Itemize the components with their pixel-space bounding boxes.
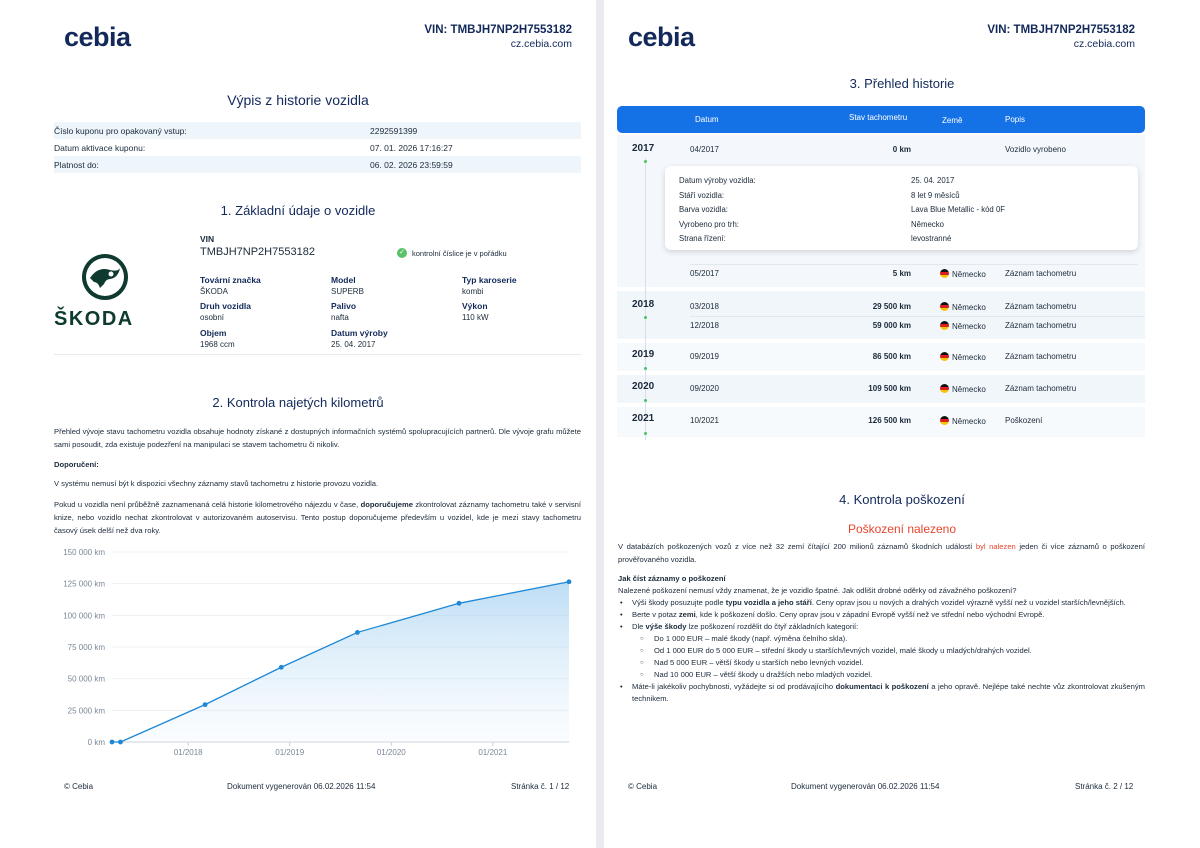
- germany-flag-icon: [940, 416, 949, 425]
- y-tick-label: 100 000 km: [63, 611, 105, 621]
- para-emphasis: dokumentaci k poškození: [835, 682, 929, 691]
- detail-label: Strana řízení:: [679, 234, 726, 243]
- coupon-value: 06. 02. 2026 23:59:59: [370, 159, 453, 170]
- para-emphasis: výše škody: [645, 622, 687, 631]
- para-text: Pokud u vozidla není průběžně zaznamenaná celá historie kilometrového nájezdu v čase,: [54, 500, 361, 509]
- coupon-value: 07. 01. 2026 17:16:27: [370, 142, 453, 153]
- recommendation-text: V systému nemusí být k dispozici všechny záznamy stavů tachometru z historie provozu vozidla.: [54, 479, 379, 488]
- timeline-dot: [644, 367, 647, 370]
- list-item: [618, 609, 1145, 621]
- germany-flag-icon: [940, 269, 949, 278]
- series-area: [112, 582, 569, 742]
- row-year: 2019: [632, 349, 655, 360]
- spec-value: 110 kW: [462, 313, 489, 322]
- row-date: 03/2018: [690, 302, 719, 311]
- divider: [54, 354, 581, 355]
- spec-model: [331, 275, 364, 296]
- row-country: [940, 302, 986, 312]
- spec-value: osobní: [200, 313, 225, 322]
- country-name: Německo: [952, 417, 986, 426]
- row-desc: Záznam tachometru: [1005, 352, 1077, 361]
- detail-label: Vyrobeno pro trh:: [679, 220, 739, 229]
- how-to-read-intro: Nalezené poškození nemusí vždy znamenat, že je vozidlo špatné. Jak odlišit drobné oděrky od závažného poškození?: [618, 586, 1017, 595]
- y-tick-label: 150 000 km: [63, 548, 105, 557]
- para-text: zkontrolovat záznamy tachometru také v servisní knize, nebo vozidlo nechat zkontrolovat v autorizovaném autoservisu. Tento postup doporučujeme především u vozidel, kde je mezi stavy tachometru časový úsek delší než dva roky.: [54, 500, 582, 535]
- data-point: [118, 740, 123, 745]
- spec-value: 1968 ccm: [200, 340, 235, 349]
- germany-flag-icon: [940, 352, 949, 361]
- row-km: 0 km: [892, 145, 911, 154]
- divider: [690, 264, 1138, 265]
- header-vin: VIN: TMBJH7NP2H7553182: [424, 24, 572, 36]
- data-point: [279, 665, 284, 670]
- detail-label: Barva vozidla:: [679, 205, 728, 214]
- history-row: [617, 143, 1145, 157]
- country-name: Německo: [952, 385, 986, 394]
- x-tick-label: 01/2020: [376, 748, 406, 757]
- row-desc: Vozidlo vyrobeno: [1005, 145, 1066, 154]
- spec-value: kombi: [462, 287, 484, 296]
- row-country: [940, 384, 986, 394]
- guidance-list: [618, 681, 1145, 705]
- y-tick-label: 125 000 km: [63, 579, 105, 589]
- para-text: lze poškození rozdělit do čtyř základních kategorií:: [686, 622, 859, 631]
- country-name: Německo: [952, 353, 986, 362]
- coupon-label: Datum aktivace kuponu:: [54, 142, 146, 153]
- list-item: [618, 681, 1145, 705]
- row-date: 10/2021: [690, 416, 719, 425]
- row-date: 12/2018: [690, 321, 719, 330]
- spec-label: Druh vozidla: [200, 301, 252, 311]
- spec-value: nafta: [331, 313, 349, 322]
- data-point: [355, 630, 360, 635]
- timeline-dot: [644, 432, 647, 435]
- damage-guidance: [618, 597, 1145, 705]
- spec-value: ŠKODA: [200, 287, 229, 296]
- para-text: jeden či více záznamů o poškození prověřovaného vozidla.: [618, 542, 1145, 564]
- y-tick-label: 25 000 km: [67, 706, 105, 716]
- list-item: ○ Od 1 000 EUR do 5 000 EUR – střední škody u starších/levných vozidel, malé škody u mladých/drahých vozidel.: [618, 645, 1145, 657]
- data-point: [110, 740, 115, 745]
- row-km: 59 000 km: [872, 321, 911, 330]
- history-table-header: [617, 106, 1145, 133]
- coupon-value: 2292591399: [370, 125, 418, 136]
- damage-category-list: [618, 633, 1145, 681]
- list-item: ○ Nad 10 000 EUR – větší škody u dražších nebo mladých vozidel.: [618, 669, 1145, 681]
- report-page-2: [604, 0, 1200, 848]
- footer-page-number: Stránka č. 2 / 12: [1075, 782, 1134, 791]
- coupon-row: [54, 122, 581, 139]
- row-country: [940, 269, 986, 279]
- mileage-intro: Přehled vývoje stavu tachometru vozidla obsahuje hodnoty získané z dostupných informačních systémů spolupracujících partnerů. Dle vývoje grafu můžete sami posoudit, zda existuje podezření na manipulaci se stavem tachometru či nikoliv.: [54, 427, 581, 449]
- section-1-title: 1. Základní údaje o vozidle: [220, 203, 376, 218]
- para-text: Výši škody posuzujte podle: [632, 598, 726, 607]
- data-point: [567, 579, 572, 584]
- row-country: [940, 416, 986, 426]
- header-info: [987, 24, 1135, 50]
- row-desc: Záznam tachometru: [1005, 269, 1077, 278]
- col-country: Země: [942, 116, 963, 125]
- para-emphasis: doporučujeme: [360, 500, 413, 509]
- para-text: Máte-li jakékoliv pochybnosti, vyžádejte si od prodávajícího: [632, 682, 836, 691]
- list-item: ○ Do 1 000 EUR – malé škody (např. výměna čelního skla).: [618, 633, 1145, 645]
- row-year: 2018: [632, 299, 655, 310]
- para-emphasis: zemi: [678, 610, 696, 619]
- header-vin: VIN: TMBJH7NP2H7553182: [987, 24, 1135, 36]
- spec-production-date: [331, 328, 388, 349]
- spec-body-type: [462, 275, 517, 296]
- footer-page-number: Stránka č. 1 / 12: [511, 782, 570, 791]
- para-text: a jeho opravě. Nejlépe také nechte vůz zkontrolovat zkušeným technikem.: [632, 682, 1145, 703]
- x-tick-label: 01/2019: [275, 748, 305, 757]
- vin-check: [397, 248, 507, 258]
- guidance-list: [618, 597, 1145, 633]
- row-country: [940, 321, 986, 331]
- detail-label: Datum výroby vozidla:: [679, 176, 756, 185]
- section-4-title: 4. Kontrola poškození: [839, 492, 965, 507]
- row-km: 126 500 km: [868, 416, 911, 425]
- row-year: 2017: [632, 143, 655, 154]
- germany-flag-icon: [940, 321, 949, 330]
- list-item: ○ Nad 5 000 EUR – větší škody u starších nebo levných vozidel.: [618, 657, 1145, 669]
- spec-value: SUPERB: [331, 287, 364, 296]
- skoda-wordmark: ŠKODA: [54, 308, 134, 330]
- coupon-row: [54, 156, 581, 173]
- timeline-dot: [644, 160, 647, 163]
- spec-displacement: [200, 328, 235, 349]
- col-date: Datum: [695, 115, 719, 124]
- y-tick-label: 75 000 km: [67, 643, 105, 652]
- cebia-logo: cebia: [64, 22, 131, 52]
- footer-generated: Dokument vygenerován 06.02.2026 11:54: [791, 782, 940, 791]
- detail-value: Lava Blue Metallic - kód 0F: [911, 205, 1006, 214]
- section-2-title: 2. Kontrola najetých kilometrů: [212, 395, 384, 410]
- data-point: [203, 702, 208, 707]
- timeline-dot: [644, 316, 647, 319]
- divider: [690, 316, 1145, 317]
- germany-flag-icon: [940, 384, 949, 393]
- detail-value: levostranné: [911, 234, 952, 243]
- damage-intro: [618, 540, 1145, 566]
- recommendation-detail: [54, 498, 581, 537]
- country-name: Německo: [952, 270, 986, 279]
- coupon-row: [54, 139, 581, 156]
- detail-value: 25. 04. 2017: [911, 176, 955, 185]
- row-km: 109 500 km: [868, 384, 911, 393]
- para-text: , kde k poškození došlo. Ceny oprav jsou v západní Evropě vyšší než ve střední nebo východní Evropě.: [695, 610, 1045, 619]
- recommendation-label: Doporučení:: [54, 460, 99, 469]
- spec-label: Datum výroby: [331, 328, 388, 338]
- row-country: [940, 352, 986, 362]
- mileage-chart: [54, 544, 584, 760]
- data-point: [457, 601, 462, 606]
- spec-label: Výkon: [462, 301, 488, 311]
- header-info: [424, 24, 572, 50]
- coupon-table: [54, 122, 581, 173]
- row-date: 09/2019: [690, 352, 719, 361]
- row-desc: Poškození: [1005, 416, 1043, 425]
- row-date: 09/2020: [690, 384, 719, 393]
- spec-fuel: [331, 301, 356, 322]
- vin-check-text: kontrolní číslice je v pořádku: [412, 248, 507, 258]
- col-desc: Popis: [1005, 115, 1026, 124]
- spec-power: [462, 301, 489, 322]
- germany-flag-icon: [940, 302, 949, 311]
- detail-value: 8 let 9 měsíců: [911, 191, 960, 200]
- row-desc: Záznam tachometru: [1005, 321, 1077, 330]
- x-tick-label: 01/2018: [173, 748, 203, 757]
- spec-label: Model: [331, 275, 356, 285]
- row-year: 2021: [632, 413, 655, 424]
- how-to-read-title: Jak číst záznamy o poškození: [618, 574, 726, 583]
- spec-brand: [200, 275, 261, 296]
- detail-label: Stáří vozidla:: [679, 191, 725, 200]
- row-desc: Záznam tachometru: [1005, 302, 1077, 311]
- y-tick-label: 0 km: [87, 738, 105, 747]
- para-text: Dle: [632, 622, 646, 631]
- cebia-logo: cebia: [628, 22, 695, 52]
- page-title: Výpis z historie vozidla: [227, 92, 369, 108]
- footer-copyright: © Cebia: [628, 782, 658, 791]
- row-date: 04/2017: [690, 145, 719, 154]
- spec-label: Palivo: [331, 301, 357, 311]
- list-item: [618, 621, 1145, 633]
- row-desc: Záznam tachometru: [1005, 384, 1077, 393]
- row-year: 2020: [632, 381, 655, 392]
- detail-value: Německo: [911, 220, 944, 229]
- header-url[interactable]: cz.cebia.com: [510, 38, 572, 50]
- skoda-emblem-icon: [80, 252, 130, 302]
- damage-found-text: byl nalezen: [975, 542, 1016, 551]
- para-text: V databázích poškozených vozů z více než 32 zemí čítající 200 milionů záznamů škodních událostí: [618, 542, 976, 551]
- vin-value: TMBJH7NP2H7553182: [200, 246, 315, 258]
- spec-label: Tovární značka: [200, 275, 261, 285]
- para-text: Berte v potaz: [632, 610, 679, 619]
- list-item: [618, 597, 1145, 609]
- year-band-2018: [617, 291, 1145, 339]
- damage-status: Poškození nalezeno: [847, 522, 957, 536]
- x-tick-label: 01/2021: [478, 748, 508, 757]
- para-text: . Ceny oprav jsou u nových a drahých vozidel výrazně vyšší než u vozidel starších/levnějších.: [811, 598, 1126, 607]
- coupon-label: Platnost do:: [54, 159, 99, 170]
- vin-label: VIN: [200, 234, 215, 244]
- col-km: Stav tachometru: [849, 113, 908, 122]
- checkmark-icon: ✓: [397, 248, 407, 258]
- para-emphasis: typu vozidla a jeho stáří: [725, 598, 812, 607]
- country-name: Německo: [952, 303, 986, 312]
- spec-value: 25. 04. 2017: [331, 340, 376, 349]
- report-page-1: [0, 0, 596, 848]
- y-tick-label: 50 000 km: [67, 674, 105, 684]
- row-date: 05/2017: [690, 269, 719, 278]
- row-km: 29 500 km: [872, 302, 911, 311]
- spec-label: Typ karoserie: [462, 275, 517, 285]
- header-url[interactable]: cz.cebia.com: [1073, 38, 1135, 50]
- country-name: Německo: [952, 322, 986, 331]
- coupon-label: Číslo kuponu pro opakovaný vstup:: [54, 125, 187, 136]
- spec-vehicle-kind: [200, 301, 251, 322]
- vehicle-detail-card: [665, 166, 1138, 250]
- row-km: 5 km: [892, 269, 911, 278]
- row-km: 86 500 km: [872, 352, 911, 361]
- timeline-dot: [644, 399, 647, 402]
- footer-copyright: © Cebia: [64, 782, 94, 791]
- footer-generated: Dokument vygenerován 06.02.2026 11:54: [227, 782, 376, 791]
- section-3-title: 3. Přehled historie: [849, 76, 955, 91]
- spec-label: Objem: [200, 328, 227, 338]
